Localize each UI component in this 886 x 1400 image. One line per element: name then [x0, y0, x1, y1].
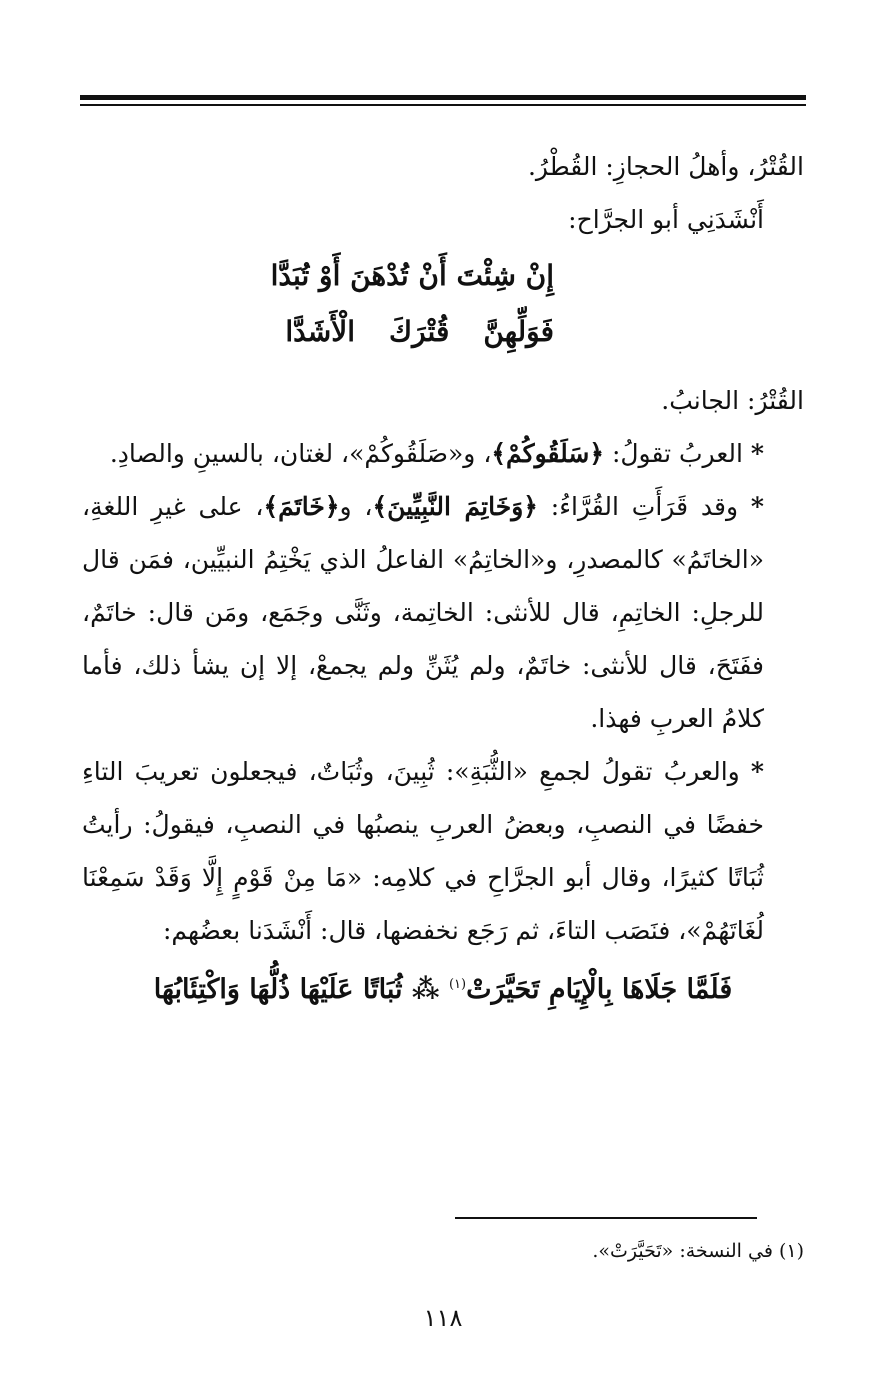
paragraph — [82, 427, 804, 480]
page-number: ١١٨ — [423, 1304, 463, 1332]
verse-word: قُتْرَكَ — [389, 315, 450, 348]
footnote-ref: (١) — [448, 977, 467, 992]
footnote-rule — [455, 1217, 757, 1219]
paragraph-text: ، و«صَلَقُوكُمْ»، لغتان، بالسينِ والصادِ. — [109, 439, 492, 468]
verse-separator: ⁂ — [411, 974, 440, 1005]
quran-quote: ﴿سَلَقُوكُمْ﴾ — [491, 439, 605, 468]
star-marker: * — [750, 439, 764, 468]
paragraph-text: والعربُ تقولُ لجمعِ «الثُّبَةِ»: ثُبِينَ، وثُبَاتٌ، فيجعلون تعريبَ التاءِ خفضًا في النصبِ، وبعضُ العربِ ينصبُها في النصبِ، فيقولُ: رأيتُ ثُبَاتًا كثيرًا، وقال أبو الجرَّاحِ في كلامِه: «مَا مِنْ قَوْمٍ إِلَّا وَقَدْ سَمِعْنَا لُغَاتَهُمْ»، فنَصَب التاءَ، ثم رَجَع نخفضها، قال: أَنْشَدَنا بعضُهم: — [82, 757, 764, 945]
verse-line — [82, 957, 804, 1018]
verse-line — [82, 304, 554, 360]
header-rule-thin — [80, 104, 806, 106]
verse-word: الْأَشَدَّا — [285, 315, 356, 348]
verse-hemistich: فَلَمَّا جَلَاهَا بِالْإِيَامِ تَحَيَّرَتْ — [466, 974, 733, 1005]
header-rule-thick — [80, 95, 806, 100]
paragraph-text: ، على غيرِ اللغةِ، «الخاتَمُ» كالمصدرِ، و«الخاتِمُ» الفاعلُ الذي يَخْتِمُ النبيِّين، فمَن قال للرجلِ: الخاتِمِ، قال للأنثى: الخاتِمة، وثَنَّى وجَمَع، ومَن قال: خاتَمٌ، ففَتَحَ، قال للأنثى: خاتَمٌ، ولم يُثَنِّ ولم يجمعْ، إلا إن يشأ ذلك، فأما كلامُ العربِ فهذا. — [82, 492, 764, 733]
star-marker: * — [750, 757, 764, 786]
verse-hemistich: ثُبَاتًا عَلَيْهَا ذُلُّهَا وَاكْتِئَابُهَا — [153, 974, 403, 1005]
quran-quote: ﴿خَاتَمَ﴾ — [263, 492, 340, 521]
page-body — [82, 140, 804, 1018]
paragraph-text: العربُ تقولُ: — [604, 439, 743, 468]
paragraph — [82, 480, 804, 745]
text-line: القُتْرُ، وأهلُ الحجازِ: القُطْرُ. — [527, 152, 804, 181]
verse-word: فَوَلِّهِنَّ — [483, 315, 554, 348]
paragraph-text: ، و — [339, 492, 373, 521]
quran-quote: ﴿وَخَاتِمَ النَّبِيِّينَ﴾ — [372, 492, 538, 521]
verse-block — [82, 248, 804, 360]
footnote: (١) في النسخة: «تَحَيَّرَتْ». — [592, 1240, 804, 1262]
text-line: أَنْشَدَنِي أبو الجرَّاح: — [568, 205, 764, 234]
paragraph-text: وقد قَرَأَتِ القُرَّاءُ: — [537, 492, 739, 521]
verse-line: إِنْ شِئْتَ أَنْ تُدْهَنَ أَوْ تُبَدَّا — [270, 259, 554, 292]
star-marker: * — [750, 492, 764, 521]
text-line: القُتْرُ: الجانبُ. — [661, 386, 804, 415]
paragraph — [82, 745, 804, 957]
